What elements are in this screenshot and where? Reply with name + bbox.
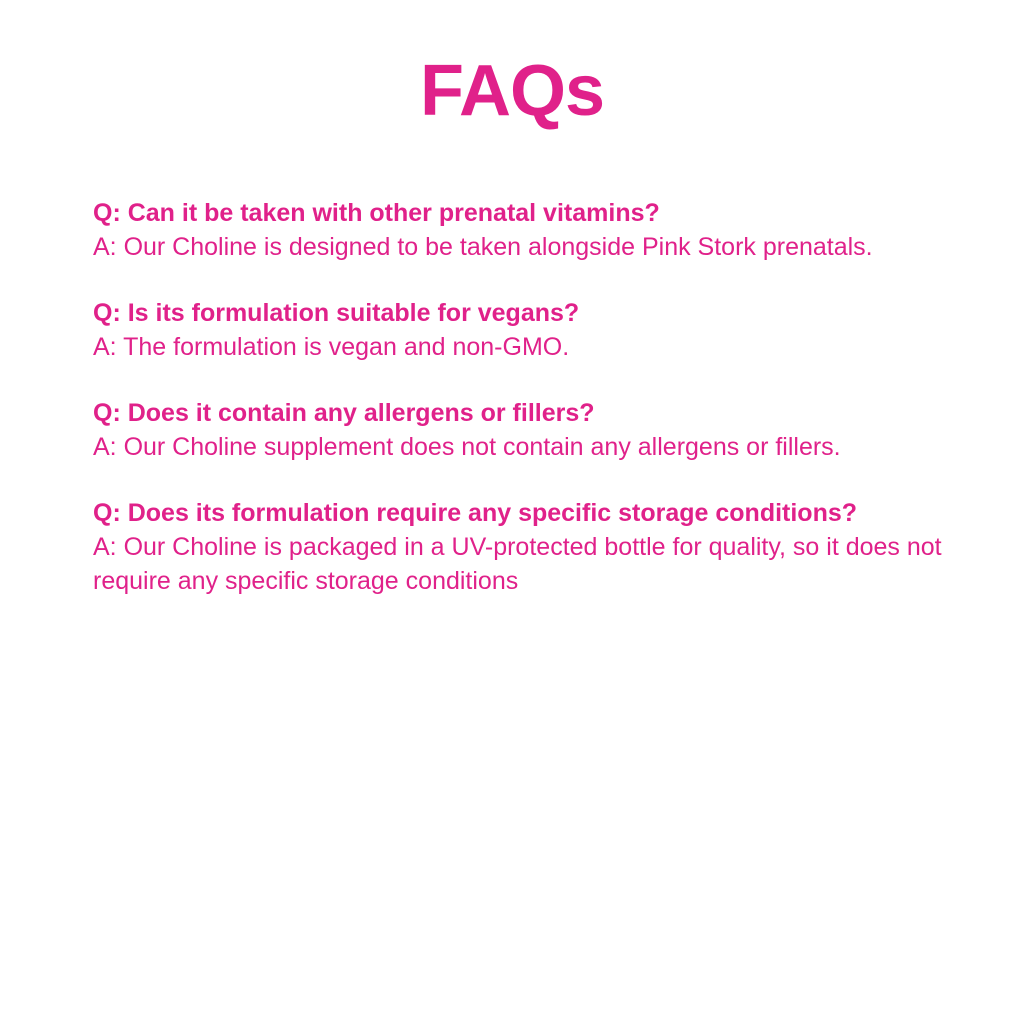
faq-item bbox=[93, 296, 953, 364]
faq-question: Q: Does its formulation require any specific storage conditions? bbox=[93, 499, 858, 527]
page-title: FAQs bbox=[419, 51, 605, 131]
faq-answer: A: Our Choline is designed to be taken alongside Pink Stork prenatals. bbox=[93, 233, 873, 261]
faq-question: Q: Can it be taken with other prenatal vitamins? bbox=[93, 199, 660, 227]
faq-item bbox=[93, 396, 953, 464]
faq-answer: A: The formulation is vegan and non-GMO. bbox=[93, 333, 570, 361]
faq-question: Q: Does it contain any allergens or fillers? bbox=[93, 399, 595, 427]
faq-answer: A: Our Choline is packaged in a UV-protected bottle for quality, so it does not require any specific storage conditions bbox=[93, 533, 942, 595]
faq-question: Q: Is its formulation suitable for vegans? bbox=[93, 299, 580, 327]
faq-item bbox=[93, 196, 953, 264]
faq-list bbox=[93, 196, 953, 630]
faq-answer: A: Our Choline supplement does not contain any allergens or fillers. bbox=[93, 433, 841, 461]
faq-item bbox=[93, 496, 953, 598]
